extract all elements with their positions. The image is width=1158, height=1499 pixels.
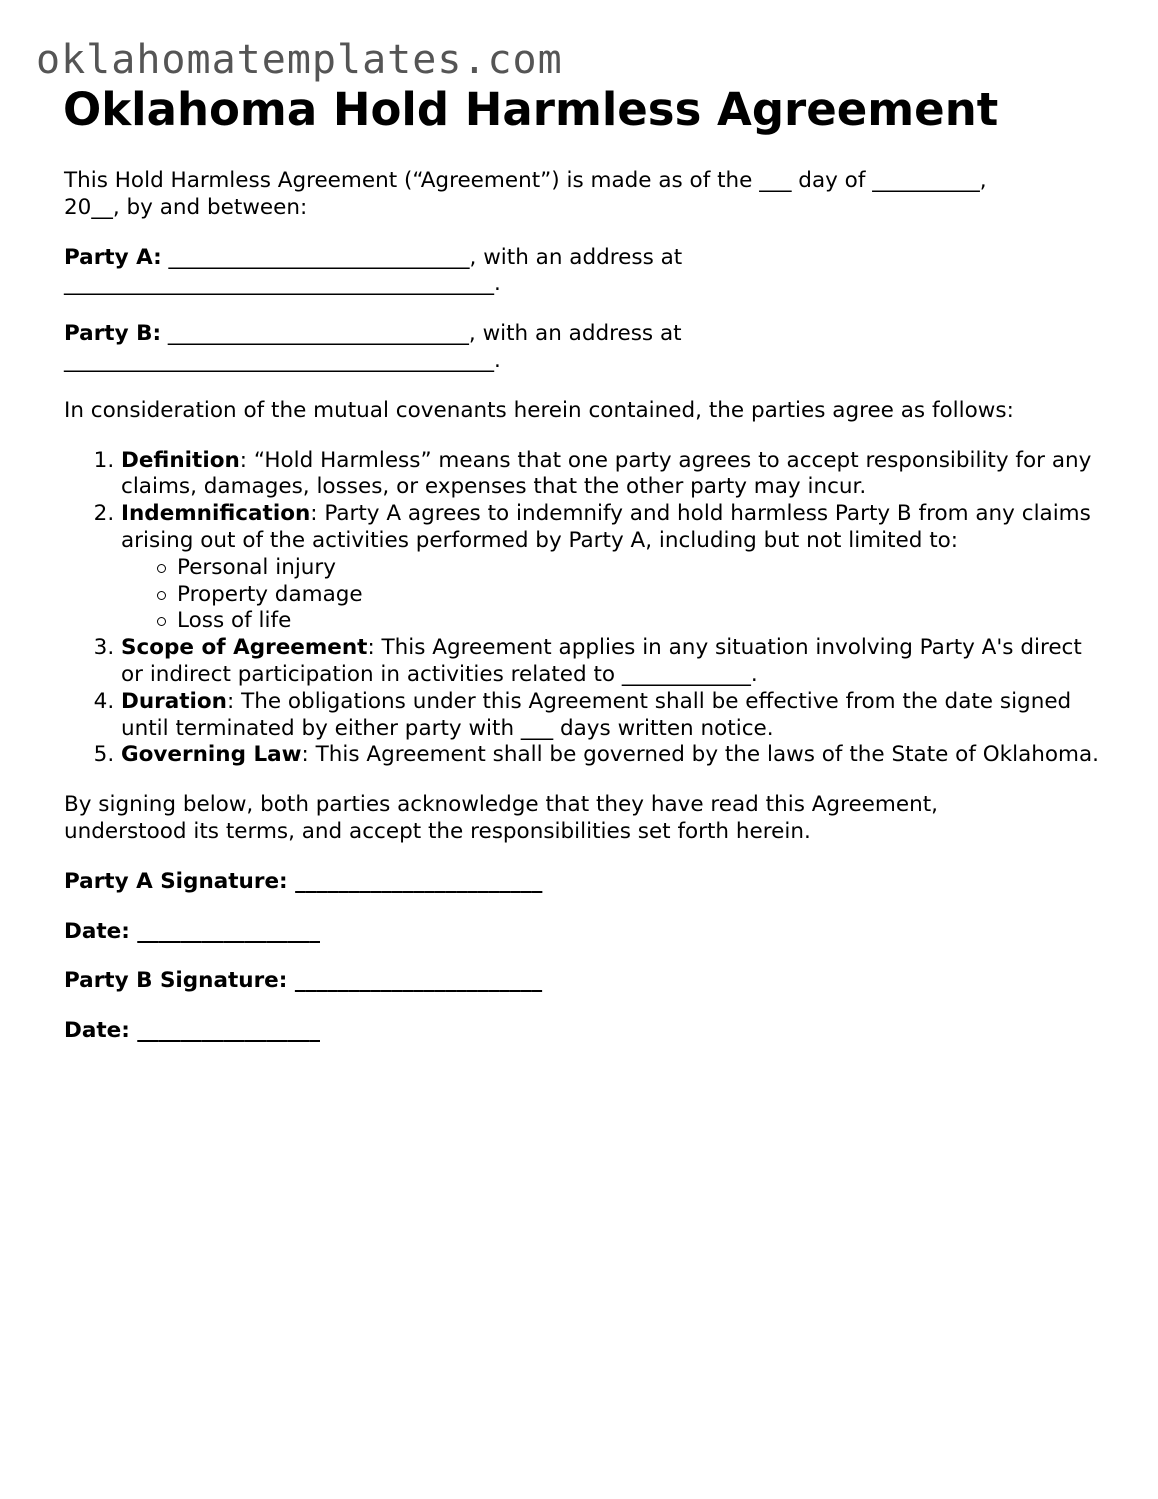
clause-heading: Indemnification	[121, 501, 311, 527]
document-body	[64, 168, 1104, 1068]
clause-list	[64, 448, 1104, 770]
party-b-label: Party B:	[64, 321, 162, 347]
acknowledgement-line-2: understood its terms, and accept the responsibilities set forth herein.	[64, 818, 811, 844]
party-a-block	[64, 245, 1104, 299]
intro-line-2: 20__, by and between:	[64, 194, 308, 220]
clause-governing-law	[121, 742, 1104, 769]
party-a-date-line: Date: _________________	[64, 918, 321, 944]
acknowledgement-paragraph	[64, 792, 1104, 846]
clause-duration	[121, 689, 1104, 743]
party-b-signature-line: Party B Signature: _______________________	[64, 968, 543, 994]
clause-text: : Party A agrees to indemnify and hold harmless Party B from any claims arising out of the activities performed by Party A, including but not limited to:	[121, 501, 1091, 553]
party-b-line-1: ____________________________, with an address at	[161, 321, 682, 347]
clause-heading: Scope of Agreement	[121, 635, 368, 661]
clause-text: : This Agreement shall be governed by the laws of the State of Oklahoma.	[301, 742, 1099, 768]
party-b-line-2: ________________________________________.	[64, 347, 501, 373]
party-a-line-2: ________________________________________.	[64, 271, 501, 297]
intro-paragraph	[64, 168, 1104, 222]
consideration-paragraph: In consideration of the mutual covenants herein contained, the parties agree as follows:	[64, 397, 1014, 423]
party-a-line-1: ____________________________, with an address at	[161, 244, 683, 270]
intro-line-1: This Hold Harmless Agreement (“Agreement”) is made as of the ___ day of __________,	[64, 168, 987, 193]
document-title: Oklahoma Hold Harmless Agreement	[63, 83, 999, 136]
clause-heading: Definition	[121, 447, 240, 473]
party-a-signature-line: Party A Signature: _______________________	[64, 868, 543, 894]
clause-definition	[121, 448, 1104, 502]
sub-item: Property damage	[177, 582, 1104, 609]
party-a-label: Party A:	[64, 244, 162, 270]
clause-text: : This Agreement applies in any situation involving Party A's direct or indirect participation in activities related to ____________.	[121, 635, 1082, 687]
clause-text: : The obligations under this Agreement shall be effective from the date signed until terminated by either party with ___ days written notice.	[121, 688, 1072, 741]
sub-item: Personal injury	[177, 555, 1104, 582]
clause-text: : “Hold Harmless” means that one party agrees to accept responsibility for any claims, damages, losses, or expenses that the other party may incur.	[121, 447, 1092, 500]
clause-scope	[121, 635, 1104, 689]
party-b-date-line: Date: _________________	[64, 1018, 321, 1044]
watermark-text: oklahomatemplates.com	[36, 37, 563, 83]
sub-item: Loss of life	[177, 608, 1104, 635]
indemnification-sub-list	[121, 555, 1104, 635]
acknowledgement-line-1: By signing below, both parties acknowledge that they have read this Agreement,	[64, 792, 938, 818]
clause-indemnification	[121, 501, 1104, 635]
clause-heading: Governing Law	[121, 742, 302, 768]
party-b-block	[64, 321, 1104, 375]
clause-heading: Duration	[121, 688, 227, 714]
